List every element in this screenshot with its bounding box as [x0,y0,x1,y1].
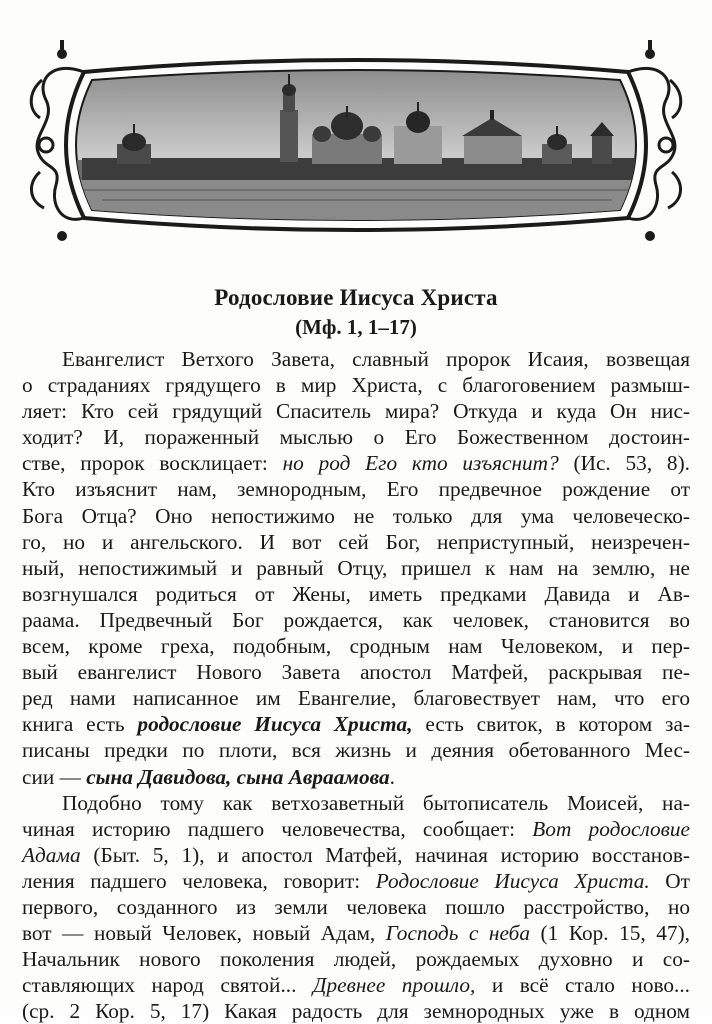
body-text [22,346,690,1024]
text-run: . [389,764,395,789]
text-line: о страданиях грядущего в мир Христа, с благоговением размыш- [22,373,690,398]
text-line: первого, созданного из земли человека пошло расстройство, но [22,894,690,919]
text-run: (1 Кор. 15, 47), [530,921,690,946]
italic-quote: Господь с неба [385,921,531,946]
italic-quote: Адама [22,842,81,867]
italic-quote: Родословие Иисуса Христа. [375,868,650,893]
text-run: ставляющих народ святой... [22,973,313,998]
italic-quote: но род Его кто изъяснит? [282,451,559,476]
text-line: Кто изъяснит нам, земнородным, Его предвечное рождение от [22,477,690,502]
paragraph-1 [22,346,690,790]
text-line: Начальник нового поколения людей, рождаемых духовно и со- [22,947,690,972]
monastery-engraving-illustration [22,40,690,250]
text-line: го, но и ангельского. И вот сей Бог, неприступный, неизречен- [22,529,690,554]
text-run: (Ис. 53, 8). [558,451,690,476]
text-line [22,816,690,842]
italic-quote: Вот родословие [532,816,690,841]
text-run: сии — [22,764,87,789]
text-line: ходит? И, пораженный мыслью о Его Божественном достоин- [22,425,690,450]
text-run: От [649,868,690,893]
text-line: Бога Отца? Оно непостижимо не только для ума человеческо- [22,503,690,528]
italic-quote: Древнее прошло, [312,973,476,998]
text-run: ления падшего человека, говорит: [22,868,376,893]
text-line: всем, кроме греха, подобным, сродным нам Человеком, и пер- [22,634,690,659]
text-line: Подобно тому как ветхозаветный бытописатель Моисей, на- [62,790,690,815]
text-line: писаны предки по плоти, вся жизнь и деяния обетованного Мес- [22,738,690,763]
text-line: Евангелист Ветхого Завета, славный пророк Исаия, возвещая [62,347,690,371]
text-line [22,868,690,894]
text-line: (ср. 2 Кор. 5, 17) Какая радость для земнородных уже в одном [22,999,690,1024]
bold-italic-quote: родословие Иисуса Христа, [137,712,413,737]
text-run: есть свиток, в котором за- [412,712,690,737]
paragraph-2 [22,790,690,1024]
text-line: раама. Предвечный Бог рождается, как человек, становится во [22,607,690,632]
text-run: и всё стало ново... [475,973,691,998]
text-line: вый евангелист Нового Завета апостол Матфей, раскрывая пе- [22,660,690,685]
text-line [22,711,690,737]
text-line: возгнушался родиться от Жены, иметь предками Давида и Ав- [22,581,690,606]
text-line [22,920,690,946]
text-run: книга есть [22,712,138,737]
text-line [22,842,690,868]
text-run: (Быт. 5, 1), и апостол Матфей, начиная историю восстанов- [80,842,690,867]
text-run: чиная историю падшего человечества, сообщает: [22,816,533,841]
text-line: ляет: Кто сей грядущий Спаситель мира? Откуда и куда Он нис- [22,399,690,424]
text-line [22,450,690,476]
chapter-title: Родословие Иисуса Христа [214,285,498,310]
scripture-reference: (Мф. 1, 1–17) [295,315,417,339]
text-line [22,972,690,998]
text-run: вот — новый Человек, новый Адам, [22,921,386,946]
text-line: ред нами написанное им Евангелие, благовествует нам, что его [22,686,690,711]
text-line: ный, непостижимый и равный Отцу, пришел к нам на землю, не [22,555,690,580]
text-line [22,764,690,790]
text-run: стве, пророк восклицает: [22,451,283,476]
bold-italic-quote: сына Давидова, сына Авраамова [86,764,390,789]
